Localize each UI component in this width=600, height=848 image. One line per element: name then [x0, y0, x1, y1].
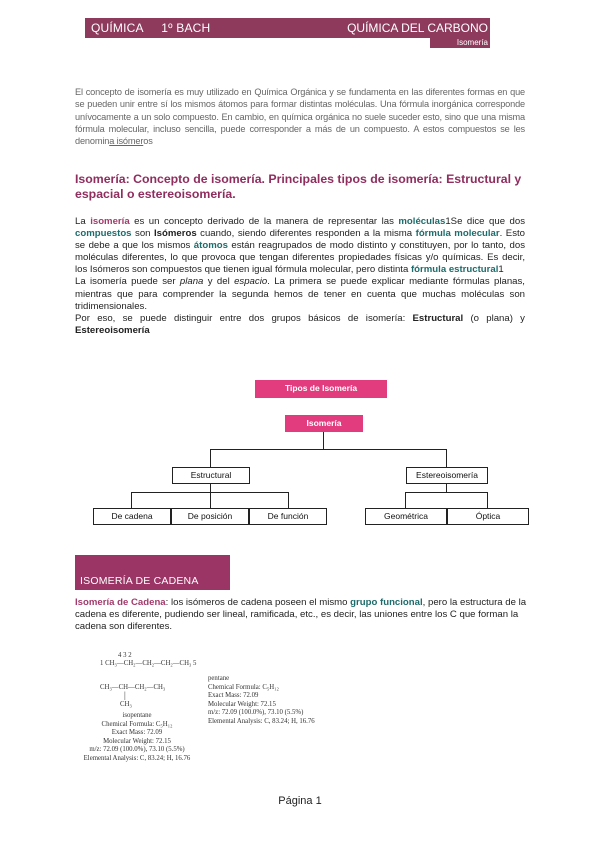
connector	[210, 449, 447, 450]
diagram-leaf-geometrica: Geométrica	[365, 508, 447, 525]
connector	[405, 492, 406, 508]
isopentane-info: isopentane Chemical Formula: C₅H₁₂ Exact Mass: 72.09 Molecular Weight: 72.15 m/z: 72.09 (100.0%), 73.10 (5.5%) Elemental Analysis: C, 83.24; H, 16.76	[72, 712, 202, 763]
diagram-branch-estereoisomeria: Estereoisomería	[406, 467, 488, 484]
header-subject: QUÍMICA	[91, 21, 144, 35]
header-topic: QUÍMICA DEL CARBONO	[347, 21, 488, 35]
isopentane-name: isopentane	[122, 712, 152, 719]
header-course: 1º BACH	[161, 21, 211, 35]
isopentane-formula: CH₃—CH—CH₂—CH₃	[100, 684, 166, 691]
header-left	[91, 21, 224, 35]
diagram-branch-estructural: Estructural	[172, 467, 250, 484]
page-header	[85, 18, 490, 52]
diagram-leaf-optica: Óptica	[447, 508, 529, 525]
diagram-root: Isomería	[285, 415, 363, 432]
term-isomeria-cadena: Isomería de Cadena	[75, 597, 166, 608]
connector	[446, 449, 447, 467]
intro-paragraph	[75, 86, 525, 147]
diagram-leaf-cadena: De cadena	[93, 508, 171, 525]
section-body	[75, 216, 525, 337]
paragraph-definition: La isomería es un concepto derivado de la manera de representar las moléculas1Se dice que dos compuestos son Isómeros cuando, siendo diferentes responden a la misma fórmula molecular. Esto se debe a que los mismos átomos están reagrupados de modo distinto y constituyen, por lo tanto, dos moléculas diferentes, lo que provoca que tengan diferentes propiedades físicas y/o químicas. Es decir, los Isómeros son compuestos que tienen igual fórmula molecular, pero distinta fórmula estructural1	[75, 216, 526, 276]
section-title: Isomería: Concepto de isomería. Principales tipos de isomería: Estructural y espacial o estereoisomería.	[75, 172, 522, 201]
link-isomeria[interactable]: isomería	[90, 216, 130, 227]
connector	[210, 449, 211, 467]
connector	[210, 484, 211, 492]
connector	[487, 492, 488, 508]
section-label-cadena: ISOMERÍA DE CADENA	[80, 575, 199, 587]
intro-underlined: a isómer	[109, 136, 144, 147]
connector	[323, 432, 324, 449]
pentane-info: pentane Chemical Formula: C₅H₁₂ Exact Mass: 72.09 Molecular Weight: 72.15 m/z: 72.09 (100.0%), 73.10 (5.5%) Elemental Analysis: C, 83.24; H, 16.76	[208, 675, 315, 725]
paragraph-cadena: Isomería de Cadena: los isómeros de cadena poseen el mismo grupo funcional, pero la estructura de la cadena es diferente, pudiendo ser lineal, ramificada, etc., es decir, las uniones entre los C que forman la cadena son diferentes.	[75, 597, 527, 633]
connector	[405, 492, 488, 493]
isopentane-branch: CH₃	[120, 701, 132, 708]
link-grupo-funcional[interactable]: grupo funcional	[350, 597, 423, 608]
intro-text-end: os	[143, 136, 153, 147]
pentane-name: pentane	[208, 675, 230, 682]
link-formula-molecular[interactable]: fórmula molecular	[415, 228, 500, 240]
link-atomos[interactable]: átomos	[193, 240, 228, 252]
paragraph-grupos: Por eso, se puede distinguir entre dos grupos básicos de isomería: Estructural (o plana) y Estereoisomería	[75, 312, 525, 336]
link-formula-estructural[interactable]: fórmula estructural	[410, 264, 499, 276]
pentane-formula: 1 CH₃—CH₂—CH₂—CH₂—CH₃ 5	[100, 660, 197, 667]
pentane-numbers: 4 3 2	[118, 652, 132, 659]
isopentane-bond: |	[124, 690, 126, 700]
header-subtopic: Isomería	[456, 38, 488, 47]
link-moleculas[interactable]: moléculas	[398, 216, 446, 227]
diagram-title: Tipos de Isomería	[255, 380, 387, 398]
intro-text: El concepto de isomería es muy utilizado en Química Orgánica y se fundamenta en las diferentes formas en que se pueden unir entre sí los mismos átomos para formar distintas moléculas. Una fórmula inorgánica corresponde unívocamente a un solo compuesto. En cambio, en química orgánica no suele suceder esto, sino que una misma fórmula molecular, incluso sencilla, puede corresponder a más de un compuesto. A estos compuestos se les denomin	[75, 87, 525, 147]
page-number: Página 1	[278, 795, 322, 807]
term-isomeros: Isómeros	[154, 228, 197, 240]
connector	[446, 484, 447, 492]
link-compuestos[interactable]: compuestos	[75, 228, 132, 240]
paragraph-plana-espacio: La isomería puede ser plana y del espacio. La primera se puede explicar mediante fórmulas planas, mientras que para comprender la segunda hemos de tener en cuenta que muchas moléculas son tridimensionales.	[75, 276, 525, 312]
connector	[288, 492, 289, 508]
diagram-leaf-funcion: De función	[249, 508, 327, 525]
diagram-leaf-posicion: De posición	[171, 508, 249, 525]
connector	[131, 492, 132, 508]
connector	[210, 492, 211, 508]
